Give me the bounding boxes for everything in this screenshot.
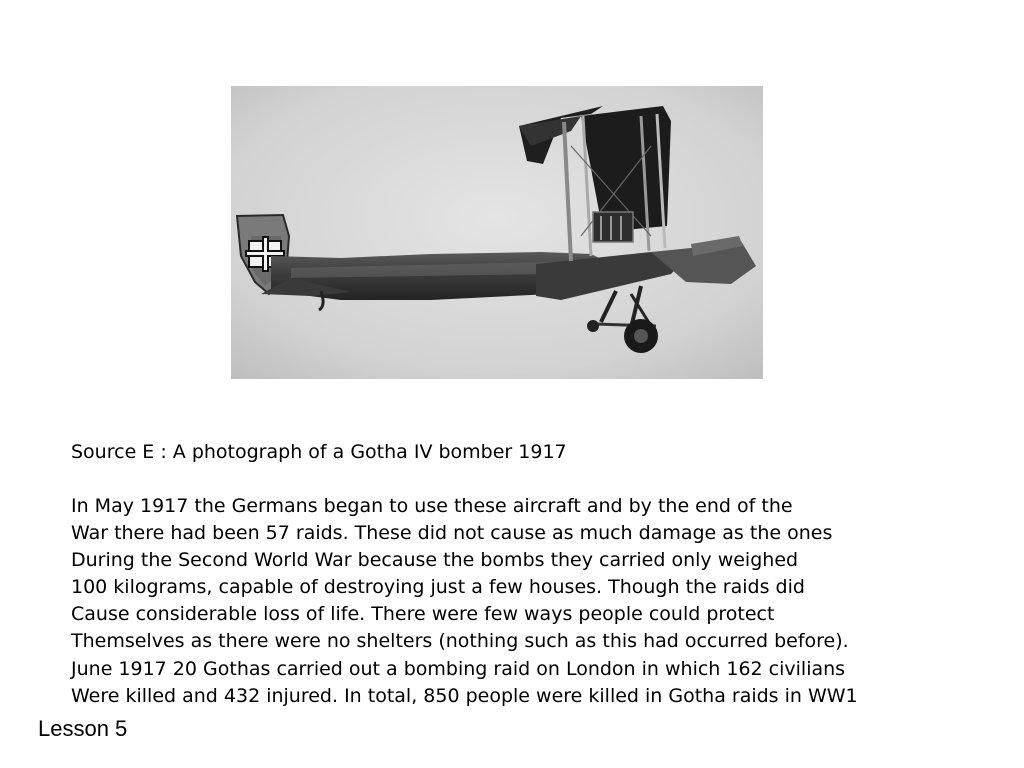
lesson-label: Lesson 5 — [38, 716, 128, 741]
text-line: During the Second World War because the bombs they carried only weighed — [71, 549, 799, 572]
text-line: War there had been 57 raids. These did not cause as much damage as the ones — [71, 522, 833, 545]
text-line: Were killed and 432 injured. In total, 850 people were killed in Gotha raids in WW1 — [71, 684, 858, 707]
text-line: Cause considerable loss of life. There were few ways people could protect — [71, 603, 775, 626]
sky-background — [231, 86, 763, 379]
text-line: 100 kilograms, capable of destroying just a few houses. Though the raids did — [71, 576, 805, 599]
gotha-bomber-photo — [231, 86, 763, 379]
text-line: In May 1917 the Germans began to use these aircraft and by the end of the — [71, 495, 793, 517]
photo-caption: Source E : A photograph of a Gotha IV bomber 1917 — [71, 441, 567, 463]
text-line: June 1917 20 Gothas carried out a bombing raid on London in which 162 civilians — [71, 657, 846, 680]
body-paragraph — [71, 493, 858, 710]
text-line: Themselves as there were no shelters (nothing such as this had occurred before). — [71, 630, 849, 653]
